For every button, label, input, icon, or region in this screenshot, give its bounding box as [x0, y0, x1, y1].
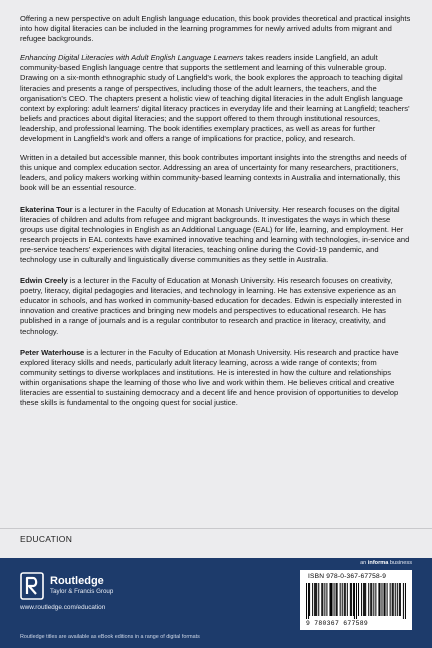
barcode-bar [379, 583, 380, 616]
author-bio-1 [20, 205, 412, 266]
informa-prefix: an [360, 560, 368, 566]
barcode-bar [371, 583, 372, 616]
barcode-bar [321, 583, 322, 616]
barcode-bar [326, 583, 327, 616]
barcode-bar [347, 583, 348, 616]
barcode-bar [309, 583, 310, 616]
subject-category: EDUCATION [20, 534, 73, 544]
barcode-bar [329, 583, 330, 616]
barcode-bar [322, 583, 323, 616]
barcode-bar [356, 583, 357, 619]
author-bio-2 [20, 276, 412, 337]
back-cover-copy [20, 14, 412, 417]
barcode-bar [318, 583, 319, 616]
barcode-bar [336, 583, 337, 616]
publisher-group: Taylor & Francis Group [50, 588, 114, 595]
informa-tagline [360, 560, 412, 566]
barcode-bar [365, 583, 366, 616]
barcode-bar [400, 583, 401, 616]
barcode-icon [306, 583, 406, 619]
barcode-bar [384, 583, 385, 616]
barcode-bar [405, 583, 406, 619]
barcode-bar [337, 583, 338, 616]
book-title: Enhancing Digital Literacies with Adult English Language Learners [20, 53, 244, 63]
barcode-bar [312, 583, 313, 616]
blurb-paragraph-2-text: takes readers inside Langfield, an adult community-based English language centre that supports the settlement and learning of this vulnerable group. Drawing on a six-month ethnographic study of Langfield's work, the book explores the approach to teaching digital literacies and presents a range of perspectives, including those of the adult learners, the teachers, and the organisation's CEO. The chapters present a holistic view of teaching digital literacies in the adult English language context by exploring: adult learners' digital literacy practices in everyday life and their learning at Langfield; teachers' beliefs and practices about digital literacies; and the support offered to them through institutional resources, leadership, and professional learning. The book identifies exemplary practices, as well as areas for further development in Langfield's work and offers a range of implications for practice, policy, and research. [20, 53, 410, 144]
author-name: Ekaterina Tour [20, 204, 73, 214]
barcode-bar [381, 583, 382, 616]
barcode-bar [324, 583, 325, 616]
barcode-bar [334, 583, 335, 616]
barcode-bar [358, 583, 359, 616]
author-bio-text: is a lecturer in the Faculty of Education at Monash University. Her research focuses on the digital literacies of children and adults from refugee and migrant backgrounds. It investigates the ways in which these groups use digital technologies in English as an Additional Language (EAL) for life, learning, and employment. Her research projects in EAL contexts have examined innovative teaching and learning with technologies, in-service and pre-service teachers' experiences with digital literacies, teaching online during the Covid-19 pandemic, and technology use in culturally and linguistically diverse communities as they settle in Australia. [20, 204, 410, 264]
publisher-name: Routledge [50, 575, 104, 587]
barcode-bar [368, 583, 369, 616]
blurb-paragraph-2 [20, 53, 412, 144]
isbn-label: ISBN 978-0-367-67758-9 [308, 573, 387, 580]
barcode-bar [395, 583, 396, 616]
ebook-note: Routledge titles are available as eBook editions in a range of digital formats [20, 634, 200, 640]
author-bio-3 [20, 348, 412, 409]
blurb-paragraph-1: Offering a new perspective on adult English language education, this book provides theoretical and practical insights into how digital literacies can be included in the learning programmes for newly arrived adults from migrant and refugee backgrounds. [20, 14, 411, 44]
divider [0, 528, 432, 529]
author-bio-text: is a lecturer in the Faculty of Education at Monash University. His research and practice have explored literacy skills and needs, particularly adult literacy learning, across a wide range of contexts; from community settings to diverse workplaces and institutions. He is interested in how the culture and relationships within organisations shape the learning of those who live and work within them. He believes critical and creative literacies are essential to sustaining democracy and a decent life and hence provision of opportunities to develop these skills is fundamental to the ongoing quest for social justice. [20, 347, 399, 408]
barcode-bar [393, 583, 394, 616]
barcode-bar [397, 583, 398, 616]
barcode-bar [316, 583, 317, 616]
barcode-bar [345, 583, 346, 616]
barcode-bar [332, 583, 333, 616]
barcode-bar [330, 583, 331, 616]
routledge-logo-icon [20, 572, 44, 600]
barcode-bar [342, 583, 343, 616]
barcode-bar [344, 583, 345, 616]
barcode-bar [363, 583, 364, 616]
barcode-bar [364, 583, 365, 616]
barcode-bar [370, 583, 371, 616]
author-name: Peter Waterhouse [20, 347, 85, 357]
barcode-bar [314, 583, 315, 616]
publisher-url[interactable]: www.routledge.com/education [20, 604, 106, 611]
barcode-bar [340, 583, 341, 616]
barcode-bar [378, 583, 379, 616]
barcode-bar [390, 583, 391, 616]
barcode-bar [353, 583, 354, 616]
barcode-bar [387, 583, 388, 616]
barcode-bar [385, 583, 386, 616]
author-name: Edwin Creely [20, 276, 68, 286]
blurb-paragraph-3: Written in a detailed but accessible manner, this book contributes important insights into the strengths and needs of this unique and complex education sector. Addressing an area of uncertainty for many researchers, practitioners, leaders, and policy makers working within community-based learning contexts in Australia and internationally, this book will be an essential resource. [20, 153, 407, 193]
barcode-bar [399, 583, 400, 616]
barcode-bar [308, 583, 309, 619]
barcode-bar [361, 583, 362, 616]
author-bio-text: is a lecturer in the Faculty of Education at Monash University. His research focuses on creativity, poetry, literacy, digital pedagogies and literacies, and technology in learning. He has extensive experience as an educator in schools, and has worked in community-based education for decades. Edwin is especially interested in innovation and creative practices and bringing new models and perspectives to educational research. He has published in a range of journals and is a regular contributor to research and practice in literacy, creativity, and technology. [20, 276, 402, 336]
barcode-bar [392, 583, 393, 616]
informa-suffix: business [388, 560, 412, 566]
barcode-panel [300, 570, 412, 630]
barcode-bar [350, 583, 351, 616]
barcode-bar [375, 583, 376, 616]
barcode-bar [351, 583, 352, 616]
barcode-bar [373, 583, 374, 616]
informa-brand: informa [367, 560, 389, 566]
barcode-digits: 9 780367 677589 [306, 620, 369, 627]
barcode-bar [354, 583, 355, 619]
publisher-band [0, 558, 432, 648]
barcode-bar [403, 583, 404, 619]
barcode-bar [306, 583, 307, 619]
barcode-bar [315, 583, 316, 616]
